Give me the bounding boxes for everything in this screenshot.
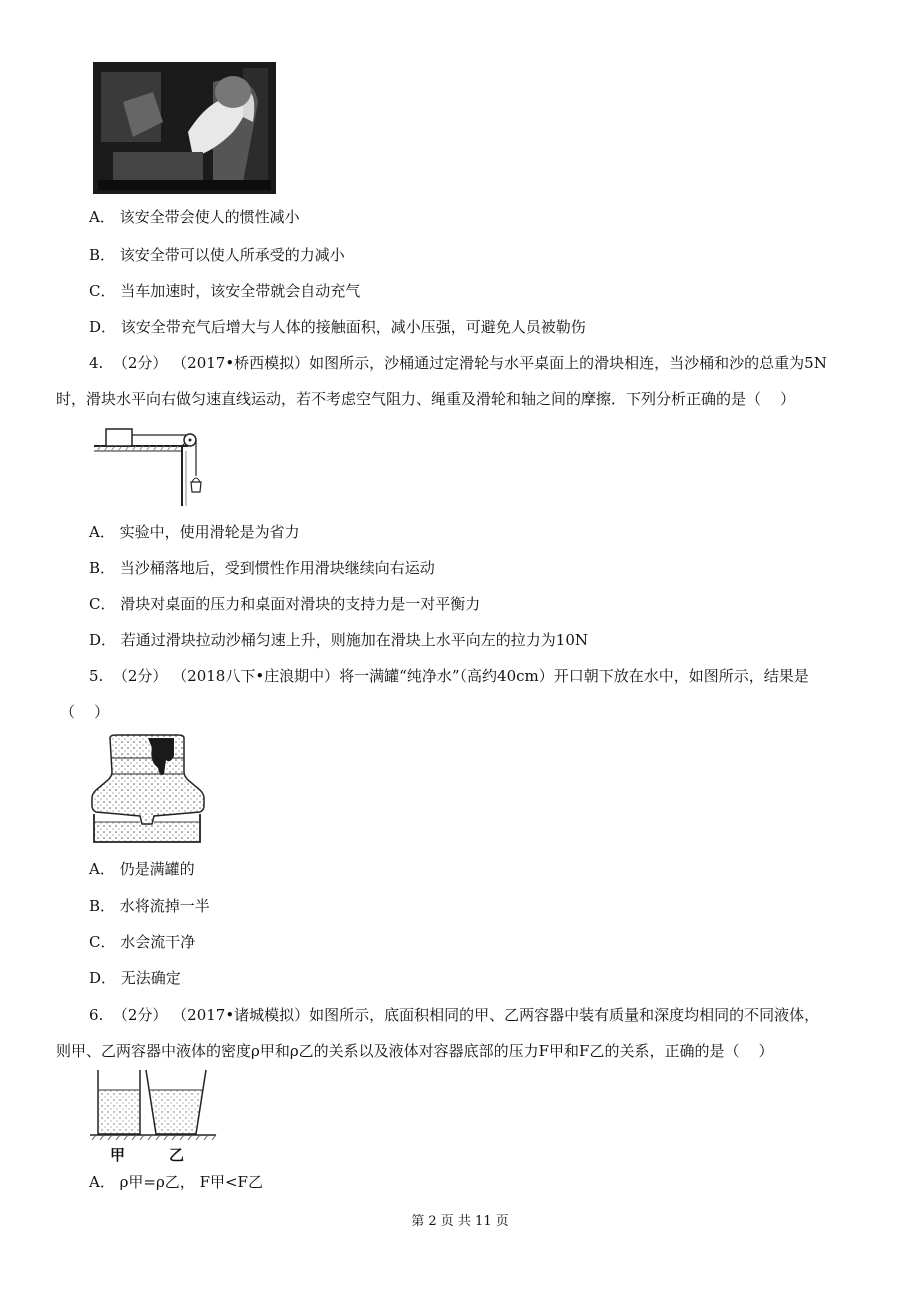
q6-stem-line1: 6. （2分） （2017•诸城模拟）如图所示，底面积相同的甲、乙两容器中装有质量和深度均相同的不同液体， — [89, 1006, 820, 1024]
q4-option-b: B． 当沙桶落地后，受到惯性作用滑块继续向右运动 — [89, 559, 435, 577]
q4-stem-line1: 4. （2分） （2017•桥西模拟）如图所示，沙桶通过定滑轮与水平桌面上的滑块相连，当沙桶和沙的总重为5N — [89, 354, 827, 372]
q4-option-c: C． 滑块对桌面的压力和桌面对滑块的支持力是一对平衡力 — [89, 595, 481, 613]
q5-option-a: A． 仍是满罐的 — [89, 860, 195, 878]
q5-stem-line2: （ ） — [60, 703, 110, 721]
q3-option-a: A． 该安全带会使人的惯性减小 — [89, 208, 300, 226]
q6-option-a: A． ρ甲=ρ乙， F甲<F乙 — [89, 1173, 263, 1191]
q4-stem-line2: 时，滑块水平向右做匀速直线运动，若不考虑空气阻力、绳重及滑轮和轴之间的摩擦．下列分析正确的是（ ） — [56, 390, 796, 408]
pulley-slider-diagram — [92, 420, 217, 506]
q3-option-d: D． 该安全带充气后增大与人体的接触面积，减小压强，可避免人员被勒伤 — [89, 318, 586, 336]
page-footer: 第 2 页 共 11 页 — [411, 1214, 509, 1229]
q6-stem-line2: 则甲、乙两容器中液体的密度ρ甲和ρ乙的关系以及液体对容器底部的压力F甲和F乙的关系，正确的是（ ） — [56, 1042, 774, 1060]
q3-option-b: B． 该安全带可以使人所承受的力减小 — [89, 246, 345, 264]
q5-option-d: D． 无法确定 — [89, 969, 181, 987]
q3-option-c: C． 当车加速时，该安全带就会自动充气 — [89, 282, 361, 300]
q4-option-a: A． 实验中，使用滑轮是为省力 — [89, 523, 300, 541]
container-yi-label: 乙 — [169, 1146, 185, 1164]
seatbelt-airbag-photo — [93, 62, 276, 194]
two-containers-diagram — [88, 1068, 218, 1164]
container-jia-label: 甲 — [110, 1146, 126, 1164]
inverted-water-bottle-diagram — [90, 734, 205, 846]
q5-option-b: B． 水将流掉一半 — [89, 897, 210, 915]
q4-option-d: D． 若通过滑块拉动沙桶匀速上升，则施加在滑块上水平向左的拉力为10N — [89, 631, 589, 649]
q5-stem-line1: 5. （2分） （2018八下•庄浪期中）将一满罐“纯净水”（高约40cm）开口朝下放在水中，如图所示，结果是 — [89, 667, 809, 685]
q5-option-c: C． 水会流干净 — [89, 933, 196, 951]
